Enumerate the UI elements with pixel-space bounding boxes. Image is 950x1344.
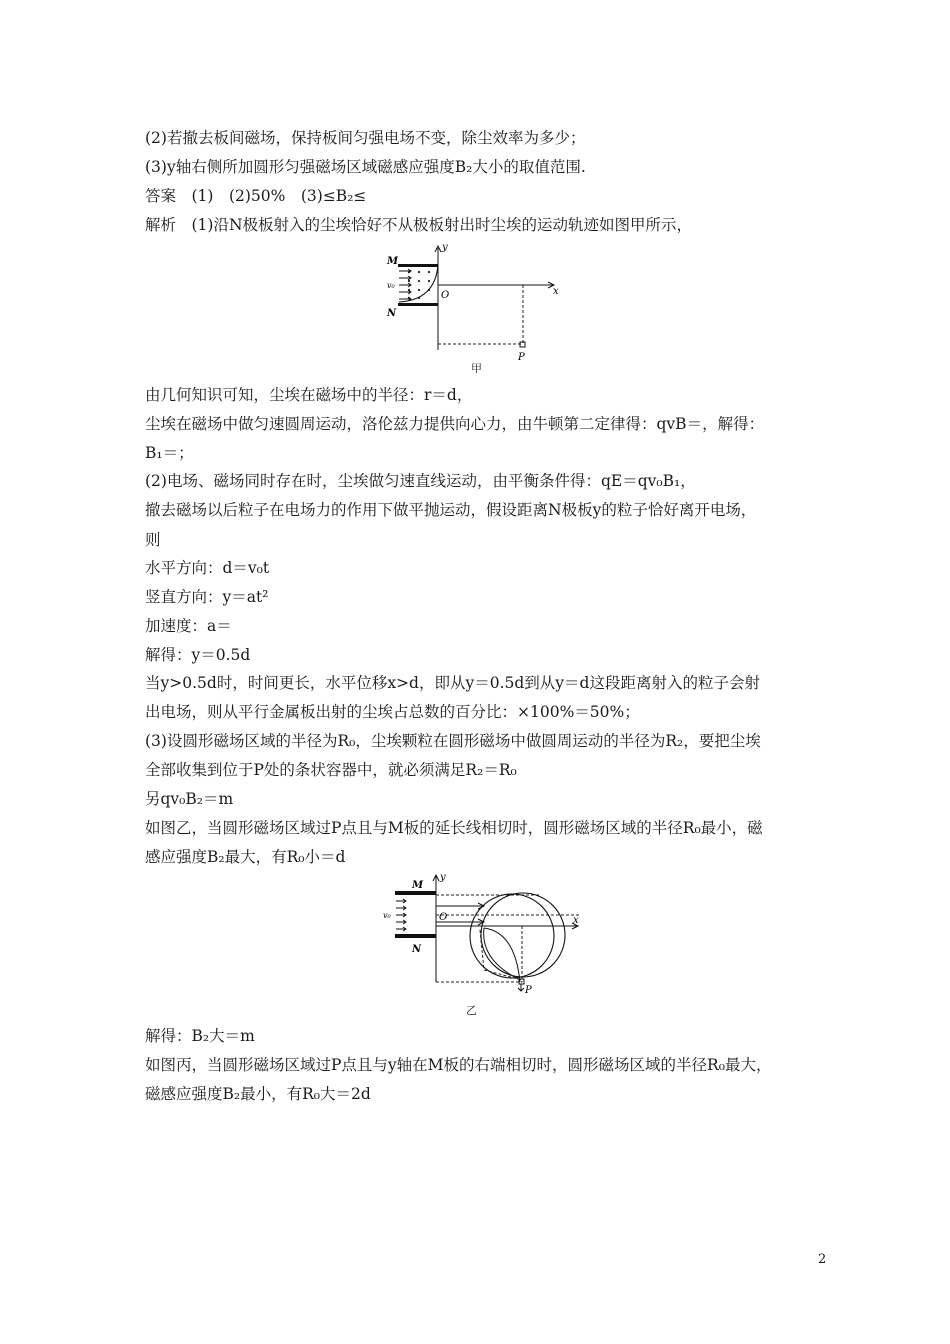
- label-o: O: [439, 912, 448, 923]
- figure-a: [385, 240, 565, 365]
- answer-line: 答案 (1) (2)50% (3)≤B₂≤: [145, 187, 367, 205]
- figure-b-caption: 乙: [466, 1004, 477, 1017]
- text-line-11: 水平方向：d＝v₀t: [145, 559, 270, 577]
- text-line-20: 如图乙，当圆形磁场区域过P点且与M板的延长线相切时，圆形磁场区域的半径R₀最小，磁: [145, 819, 763, 837]
- label-p: P: [518, 352, 525, 363]
- figure-a-diagram: [385, 240, 565, 365]
- label-y: y: [442, 242, 448, 253]
- down-arrow-icon: [518, 984, 524, 991]
- input-arrows: [399, 269, 411, 301]
- text-line-6: 尘埃在磁场中做匀速圆周运动，洛伦兹力提供向心力，由牛顿第二定律得：qvB＝，解得：: [145, 415, 765, 433]
- text-line-18: 全部收集到位于P处的条状容器中，就必须满足R₂＝R₀: [145, 761, 517, 779]
- page-number: 2: [818, 1252, 827, 1267]
- figure-b: [380, 870, 580, 1000]
- label-x: x: [573, 915, 579, 926]
- input-arrows: [396, 899, 406, 931]
- label-v0: v₀: [383, 911, 391, 920]
- plate-n: [395, 934, 436, 938]
- magnetic-region-circle-small: [481, 893, 565, 977]
- text-line-16: 出电场，则从平行金属板出射的尘埃占总数的百分比：×100%＝50%；: [145, 703, 640, 721]
- label-p: P: [525, 985, 532, 996]
- magnetic-region-circle-large: [470, 894, 554, 978]
- text-line-17: (3)设圆形磁场区域的半径为R₀，尘埃颗粒在圆形磁场中做圆周运动的半径为R₂，要把尘埃: [145, 732, 761, 750]
- label-v0: v₀: [387, 281, 395, 290]
- text-line-12: 竖直方向：y＝at²: [145, 588, 269, 606]
- plate-m: [398, 264, 438, 267]
- text-line-19: 另qv₀B₂＝m: [145, 790, 234, 808]
- label-m: M: [412, 880, 424, 891]
- label-n: N: [412, 944, 422, 955]
- text-line-7: B₁＝；: [145, 444, 194, 462]
- text-line-2: (3)y轴右侧所加圆形匀强磁场区域磁感应强度B₂大小的取值范围.: [145, 158, 586, 176]
- label-x: x: [553, 286, 559, 297]
- text-line-23: 如图丙，当圆形磁场区域过P点且与y轴在M板的右端相切时，圆形磁场区域的半径R₀最大，: [145, 1056, 772, 1074]
- text-line-10: 则: [145, 531, 161, 549]
- label-o: O: [441, 290, 450, 301]
- text-line-22: 解得：B₂大＝m: [145, 1027, 255, 1045]
- label-y: y: [440, 872, 446, 883]
- plate-m: [395, 891, 436, 895]
- plate-n: [398, 303, 438, 306]
- label-m: M: [387, 256, 399, 267]
- text-line-15: 当y>0.5d时，时间更长，水平位移x>d，即从y＝0.5d到从y＝d这段距离射入的粒子会射: [145, 674, 760, 692]
- analysis-line: 解析 (1)沿N极板射入的尘埃恰好不从极板射出时尘埃的运动轨迹如图甲所示，: [145, 216, 693, 234]
- text-line-8: (2)电场、磁场同时存在时，尘埃做匀速直线运动，由平衡条件得：qE＝qv₀B₁，: [145, 472, 696, 490]
- text-line-1: (2)若撤去板间磁场，保持板间匀强电场不变，除尘效率为多少；: [145, 129, 586, 147]
- text-line-14: 解得：y＝0.5d: [145, 646, 251, 664]
- text-line-24: 磁感应强度B₂最小，有R₀大＝2d: [145, 1085, 371, 1103]
- figure-b-diagram: [380, 870, 580, 1000]
- text-line-21: 感应强度B₂最大，有R₀小＝d: [145, 848, 346, 866]
- figure-a-caption: 甲: [471, 362, 482, 375]
- text-line-13: 加速度：a＝: [145, 617, 232, 635]
- text-line-5: 由几何知识可知，尘埃在磁场中的半径：r＝d，: [145, 386, 473, 404]
- text-line-9: 撤去磁场以后粒子在电场力的作用下做平抛运动，假设距离N极板y的粒子恰好离开电场，: [145, 501, 757, 519]
- label-n: N: [387, 308, 397, 319]
